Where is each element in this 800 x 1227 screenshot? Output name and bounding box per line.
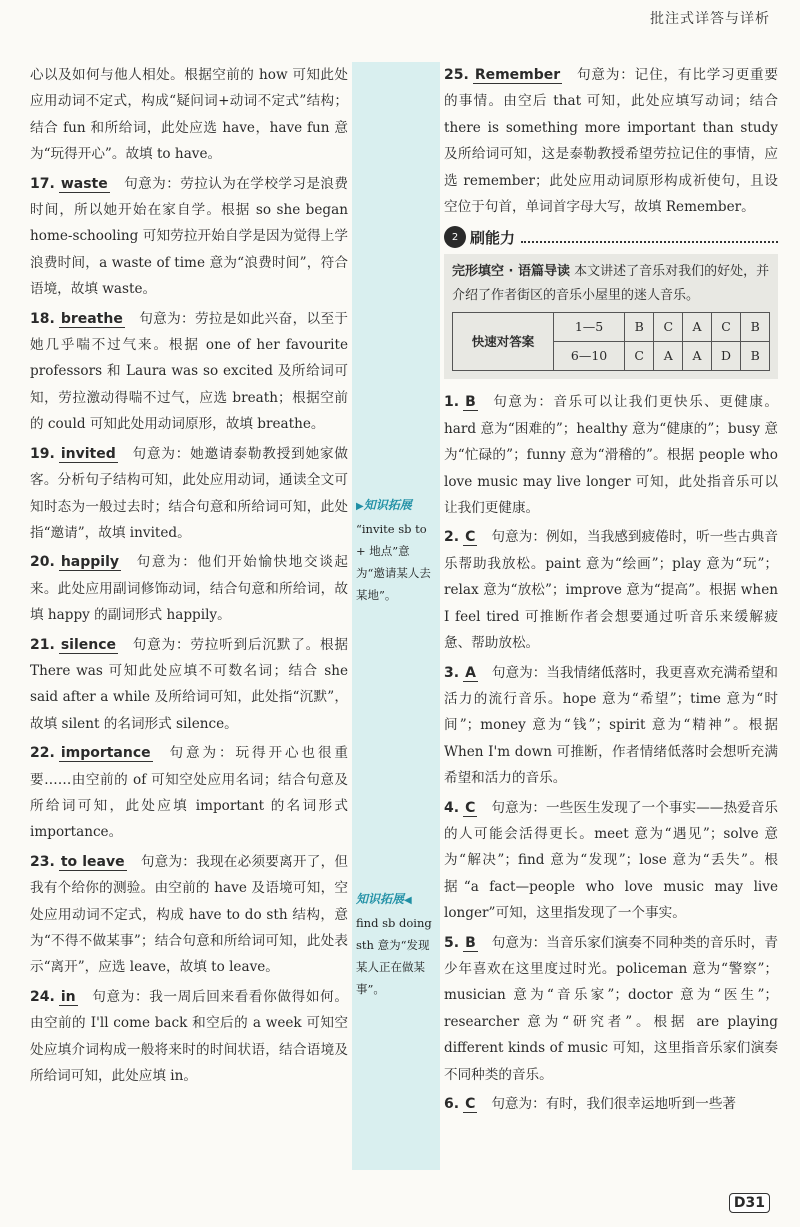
note-title: ▶知识拓展 [356, 498, 412, 512]
answer-key-table [452, 312, 770, 371]
item-number: 18. [30, 310, 55, 327]
answer-item [30, 984, 348, 1090]
item-explanation: 句意为：他们开始愉快地交谈起来。此处应用副词修饰动词，结合句意和所给词，故填 happy 的副词形式 happily。 [30, 554, 348, 624]
answer-item [444, 660, 778, 792]
item-number: 17. [30, 175, 55, 192]
item-answer: breathe [60, 310, 123, 327]
sidebar-notes-column [352, 62, 440, 1170]
left-column [30, 62, 348, 1092]
note-text: find sb doing sth 意为“发现某人正在做某事”。 [356, 916, 432, 996]
table-cell: B [741, 342, 770, 371]
item-explanation: 句意为：玩得开心也很重要……由空前的 of 可知空处应用名词；结合句意及所给词可知，此处应填 important 的名词形式 importance。 [30, 745, 348, 841]
item-explanation: 句意为：劳拉听到后沉默了。根据 There was 可知此处应填不可数名词；结合 she said after a while 及所给词可知，此处指“沉默”，故填 silent 的名词形式 silence。 [30, 636, 348, 732]
item-answer: C [465, 1096, 476, 1112]
answer-item [30, 849, 348, 981]
answer-item [30, 306, 348, 438]
intro-text: 本文讲述了音乐对我们的好处，并介绍了作者街区的音乐小屋里的迷人音乐。 [452, 264, 770, 304]
page-header: 批注式详答与详析 [650, 11, 770, 27]
table-cell: A [683, 342, 711, 371]
item-answer: invited [60, 445, 116, 462]
item-explanation: 句意为：当音乐家们演奏不同种类的音乐时，青少年喜欢在这里度过时光。policeman 意为“警察”；musician 意为“音乐家”；doctor 意为“医生”；researcher 意为“研究者”。根据 are playing different kinds of music 可知，这里指音乐家们演奏不同种类的音乐。 [444, 934, 778, 1083]
table-cell: B [625, 313, 654, 342]
item-explanation: 句意为：记住，有比学习更重要的事情。由空后 that 可知，此处应填写动词；结合 there is something more important than study 及所给词可知，这是泰勒教授希望劳拉记住的事情，应选 remember；此处应用动词原形构成祈使句，且设空位于句首，单词首字母大写，故填 Remember。 [444, 67, 778, 216]
answer-item [444, 1091, 778, 1117]
item-number: 6. [444, 1096, 460, 1112]
answer-key-label: 快速对答案 [453, 313, 554, 371]
table-cell: D [711, 342, 741, 371]
item-explanation: 句意为：劳拉是如此兴奋，以至于她几乎喘不过气来。根据 one of her favourite professors 和 Laura was so excited 及所给词可知，劳拉激动得喘不过气，应选 breath；根据空前的 could 可知此处用动词原形，故填 breathe。 [30, 310, 348, 433]
section-title: 刷能力 [470, 228, 516, 247]
item-answer: A [465, 664, 476, 681]
table-cell: C [711, 313, 741, 342]
item-number: 4. [444, 799, 460, 816]
table-cell: 6—10 [554, 342, 625, 371]
item-number: 23. [30, 853, 55, 870]
item-number: 5. [444, 934, 460, 951]
item-answer: B [465, 394, 476, 411]
table-cell: C [625, 342, 654, 371]
section-heading [444, 226, 778, 248]
item-answer: B [465, 934, 476, 951]
item-answer: Remember [474, 67, 561, 83]
item-answer: importance [60, 745, 151, 762]
item-number: 2. [444, 529, 460, 546]
item-number: 24. [30, 988, 55, 1005]
intro-label: 完形填空 · 语篇导读 [452, 264, 570, 280]
answer-item [444, 62, 778, 220]
item-number: 20. [30, 554, 55, 571]
item-explanation: 句意为：她邀请泰勒教授到她家做客。分析句子结构可知，此处应用动词，通读全文可知时态为一般过去时；结合句意和所给词可知，此处指“邀请”，故填 invited。 [30, 445, 348, 541]
knowledge-note [356, 494, 438, 606]
item-answer: C [465, 799, 476, 816]
answer-item: 心以及如何与他人相处。根据空前的 how 可知此处应用动词不定式，构成“疑问词+动词不定式”结构；结合 fun 和所给词，此处应选 have，have fun 意为“玩得开心”。故填 to have。 [30, 67, 348, 163]
item-number: 22. [30, 745, 55, 762]
answer-item [30, 740, 348, 846]
reading-intro [444, 254, 778, 379]
answer-item [444, 524, 778, 656]
table-row [453, 313, 770, 342]
note-text: “invite sb to + 地点”意为“邀请某人去某地”。 [356, 522, 431, 602]
answer-item [444, 389, 778, 521]
item-answer: happily [60, 554, 119, 571]
answer-item [30, 441, 348, 547]
item-answer: silence [60, 636, 116, 653]
item-explanation: 句意为：我现在必须要离开了，但我有个给你的测验。由空前的 have 及语境可知，空处应用动词不定式，构成 have to do sth 结构，意为“不得不做某事”；结合句意和所给词可知，此处表示“离开”，应选 leave，故填 to leave。 [30, 853, 348, 976]
item-explanation: 句意为：我一周后回来看看你做得如何。由空前的 I'll come back 和空后的 a week 可知空处应填介词构成一般将来时的时间状语，结合语境及所给词可知，此处应填 in。 [30, 988, 348, 1085]
table-cell: C [654, 313, 683, 342]
right-column [444, 62, 778, 1120]
item-answer: waste [60, 175, 108, 192]
item-answer: C [465, 529, 476, 546]
table-cell: A [683, 313, 711, 342]
item-explanation: 句意为：劳拉认为在学校学习是浪费时间，所以她开始在家自学。根据 so she began home-schooling 可知劳拉开始自学是因为觉得上学浪费时间，a waste of time 意为“浪费时间”，符合语境，故填 waste。 [30, 175, 348, 298]
item-number: 19. [30, 445, 55, 462]
arrow-icon: ▶ [356, 501, 364, 512]
item-explanation: 句意为：音乐可以让我们更快乐、更健康。hard 意为“困难的”；healthy 意为“健康的”；busy 意为“忙碌的”；funny 意为“滑稽的”。根据 people who love music may live longer 可知，此处指音乐可以让我们更健康。 [444, 394, 778, 517]
note-title: 知识拓展◀ [356, 892, 412, 906]
dotted-divider [521, 231, 778, 243]
item-answer: to leave [60, 853, 125, 870]
item-number: 25. [444, 67, 469, 83]
arrow-icon: ◀ [404, 895, 412, 906]
item-explanation: 句意为：例如，当我感到疲倦时，听一些古典音乐帮助我放松。paint 意为“绘画”；play 意为“玩”；relax 意为“放松”；improve 意为“提高”。根据 when I feel tired 可推断作者会想要通过听音乐来缓解疲惫、帮助放松。 [444, 529, 778, 652]
item-explanation: 句意为：有时，我们很幸运地听到一些著 [491, 1096, 737, 1112]
knowledge-note [356, 888, 438, 1000]
table-cell: 1—5 [554, 313, 625, 342]
item-number: 21. [30, 636, 55, 653]
answer-item [30, 549, 348, 628]
answer-item [30, 632, 348, 738]
answer-item [30, 171, 348, 303]
item-number: 1. [444, 394, 460, 411]
ability-icon: 2 [444, 226, 466, 248]
table-cell: A [654, 342, 683, 371]
item-explanation: 句意为：当我情绪低落时，我更喜欢充满希望和活力的流行音乐。hope 意为“希望”；time 意为“时间”；money 意为“钱”；spirit 意为“精神”。根据 When I'm down 可推断，作者情绪低落时会想听充满希望和活力的音乐。 [444, 664, 778, 787]
answer-item [444, 795, 778, 927]
table-cell: B [741, 313, 770, 342]
item-number: 3. [444, 664, 460, 681]
item-answer: in [60, 988, 76, 1005]
item-explanation: 句意为：一些医生发现了一个事实——热爱音乐的人可能会活得更长。meet 意为“遇见”；solve 意为“解决”；find 意为“发现”；lose 意为“丢失”。根据“a fact—people who love music may live longer”可知，这里指发现了一个事实。 [444, 799, 778, 922]
page-number: D31 [729, 1193, 770, 1213]
answer-item [444, 930, 778, 1088]
